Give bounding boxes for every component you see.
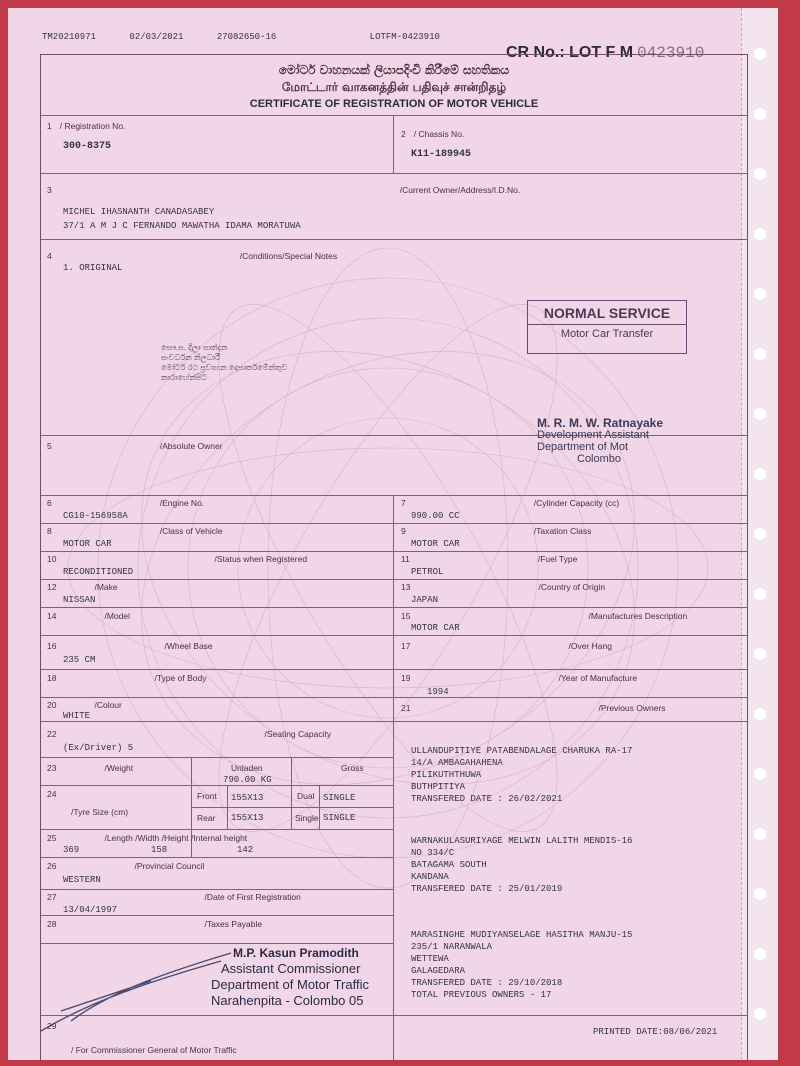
field-label-year-of-manufacture: 19 /Year of Manufacture — [401, 673, 638, 683]
chassis-no-value: K11-189945 — [411, 149, 472, 160]
feed-hole — [754, 1008, 766, 1020]
field-label-model: 14 /Model — [47, 611, 130, 621]
field-label-absolute-owner: 5 /Absolute Owner — [47, 441, 223, 451]
field-label-seating-capacity: 22 /Seating Capacity — [47, 729, 332, 739]
length-value: 369 — [63, 845, 80, 855]
field-label-over-hang: 17 /Over Hang — [401, 641, 612, 651]
field-label-class-of-vehicle: 8 /Class of Vehicle — [47, 526, 223, 536]
top-code: 02/03/2021 — [129, 32, 184, 42]
width-value: 158 — [151, 845, 168, 855]
feed-hole — [754, 888, 766, 900]
taxation-class-value: MOTOR CAR — [411, 539, 460, 549]
previous-owner-block: ULLANDUPITIYE PATABENDALAGE CHARUKA RA-17 14/A AMBAGAHAHENA PILIKUTHTHUWA BUTHPITIYA TRANSFERED DATE : 26/02/2021 — [411, 746, 633, 804]
single-label: Single — [295, 813, 319, 823]
field-label-cylinder-capacity: 7 /Cylinder Capacity (cc) — [401, 498, 620, 508]
field-label-engine-no: 6 /Engine No. — [47, 498, 205, 508]
field-label-manufactures-description: 15 /Manufactures Description — [401, 611, 688, 621]
field-label-weight: 23 /Weight — [47, 763, 134, 773]
feed-hole — [754, 648, 766, 660]
cr-number-value: 0423910 — [637, 44, 705, 62]
feed-hole — [754, 948, 766, 960]
manufactures-description-value: MOTOR CAR — [411, 623, 460, 633]
printed-date: PRINTED DATE:08/06/2021 — [593, 1027, 718, 1037]
single-tyre-value: SINGLE — [323, 813, 356, 823]
owner-name-value: MICHEL IHASNANTH CANADASABEY — [63, 207, 215, 217]
seating-capacity-value: (Ex/Driver) 5 — [63, 743, 134, 753]
dual-tyre-value: SINGLE — [323, 793, 356, 803]
certificate-header — [41, 63, 747, 110]
field-label-current-owner: 3 /Current Owner/Address/I.D.No. — [47, 185, 521, 195]
field-label-chassis-no: 2 / Chassis No. — [401, 129, 465, 139]
country-of-origin-value: JAPAN — [411, 595, 439, 605]
registration-certificate — [8, 8, 778, 1060]
field-label-status-registered: 10 /Status when Registered — [47, 554, 308, 564]
feed-hole — [754, 348, 766, 360]
field-label-previous-owners: 21 /Previous Owners — [401, 703, 666, 713]
feed-hole — [754, 468, 766, 480]
feed-hole — [754, 108, 766, 120]
rear-label: Rear — [197, 813, 216, 823]
field-label-type-of-body: 18 /Type of Body — [47, 673, 207, 683]
feed-hole — [754, 228, 766, 240]
front-tyre-value: 155X13 — [231, 793, 264, 803]
previous-owner-block: MARASINGHE MUDIYANSELAGE HASITHA MANJU-15 235/1 NARANWALA WETTEWA GALAGEDARA TRANSFERED DATE : 29/10/2018 TOTAL PREVIOUS OWNERS - 17 — [411, 930, 633, 1000]
provincial-council-value: WESTERN — [63, 875, 101, 885]
dual-label: Dual — [297, 791, 315, 801]
feed-hole — [754, 828, 766, 840]
unladen-weight-value: 790.00 KG — [223, 775, 272, 785]
owner-address-value: 37/1 A M J C FERNANDO MAWATHA IDAMA MORATUWA — [63, 221, 301, 231]
feed-hole — [754, 708, 766, 720]
fuel-type-value: PETROL — [411, 567, 444, 577]
status-registered-value: RECONDITIONED — [63, 567, 134, 577]
field-label-taxation-class: 9 /Taxation Class — [401, 526, 592, 536]
make-value: NISSAN — [63, 595, 96, 605]
development-assistant-stamp: M. R. M. W. Ratnayake Development Assistant Department of Mot Colombo — [537, 416, 664, 465]
field-label-conditions: 4 /Conditions/Special Notes — [47, 251, 338, 261]
height-value: 142 — [237, 845, 254, 855]
field-label-tyre-size: 24 — [47, 789, 57, 799]
class-of-vehicle-value: MOTOR CAR — [63, 539, 112, 549]
colour-value: WHITE — [63, 711, 91, 721]
top-code: TM20210971 — [42, 32, 97, 42]
top-code: LOTFM-0423910 — [369, 32, 440, 42]
field-label-fuel-type: 11 /Fuel Type — [401, 554, 578, 564]
top-codes — [42, 32, 468, 42]
year-of-manufacture-value: 1994 — [427, 687, 449, 697]
feed-hole — [754, 168, 766, 180]
field-label-dimensions: 25 /Length /Width /Height /Internal height — [47, 833, 248, 843]
field-label-commissioner-general: 29 — [47, 1021, 57, 1031]
feed-hole — [754, 408, 766, 420]
field-label-country-of-origin: 13 /Country of Origin — [401, 582, 606, 592]
field-label-registration-no: 1 / Registration No. — [47, 121, 126, 131]
certificate-frame — [40, 54, 748, 1062]
feed-hole — [754, 588, 766, 600]
field-label-first-registration: 27 /Date of First Registration — [47, 892, 301, 902]
commissioner-stamp: M.P. Kasun Pramodith Assistant Commissioner Department of Motor Traffic Narahenpita - Colombo 05 — [211, 946, 369, 1008]
header-sinhala: මෝටර් වාහනයක් ලියාපදිංචි කිරීමේ සහතිකය — [278, 63, 510, 77]
engine-no-value: CG10-156958A — [63, 511, 128, 521]
feed-hole — [754, 768, 766, 780]
feed-hole — [754, 528, 766, 540]
top-code: 27082650-16 — [216, 32, 277, 42]
front-label: Front — [197, 791, 217, 801]
previous-owner-block: WARNAKULASURIYAGE MELWIN LALITH MENDIS-16 NO 334/C BATAGAMA SOUTH KANDANA TRANSFERED DATE : 25/01/2019 — [411, 836, 633, 894]
conditions-value: 1. ORIGINAL — [63, 263, 123, 273]
gross-label: Gross — [341, 763, 364, 773]
header-tamil: மோட்டார் வாகனத்தின் பதிவுச் சான்றிதழ் — [281, 80, 507, 94]
feed-hole — [754, 48, 766, 60]
first-registration-value: 13/04/1997 — [63, 905, 118, 915]
feed-hole — [754, 288, 766, 300]
tyre-size-label: /Tyre Size (cm) — [71, 807, 129, 817]
field-label-taxes-payable: 28 /Taxes Payable — [47, 919, 263, 929]
normal-service-stamp: NORMAL SERVICE Motor Car Transfer — [527, 300, 687, 354]
unladen-label: Unladen — [231, 763, 263, 773]
field-label-make: 12 /Make — [47, 582, 118, 592]
wheel-base-value: 235 CM — [63, 655, 96, 665]
field-label-wheel-base: 16 /Wheel Base — [47, 641, 213, 651]
header-english: CERTIFICATE OF REGISTRATION OF MOTOR VEHICLE — [249, 98, 539, 110]
cylinder-capacity-value: 990.00 CC — [411, 511, 460, 521]
field-label-provincial-council: 26 /Provincial Council — [47, 861, 205, 871]
rear-tyre-value: 155X13 — [231, 813, 264, 823]
cr-label: CR No.: LOT F M — [506, 44, 634, 61]
commissioner-general-label: / For Commissioner General of Motor Traffic — [71, 1045, 237, 1055]
field-label-colour: 20 /Colour — [47, 700, 122, 710]
sinhala-signature-stamp: සෞ.ස. දිලා පාත්දන සංවර්ධන නිලධාරී මෝටර් රථ ප්‍රවාහන දෙපාර්තමේන්තුව නාරාහේන්පිට — [161, 343, 288, 382]
registration-no-value: 300-8375 — [63, 141, 112, 152]
